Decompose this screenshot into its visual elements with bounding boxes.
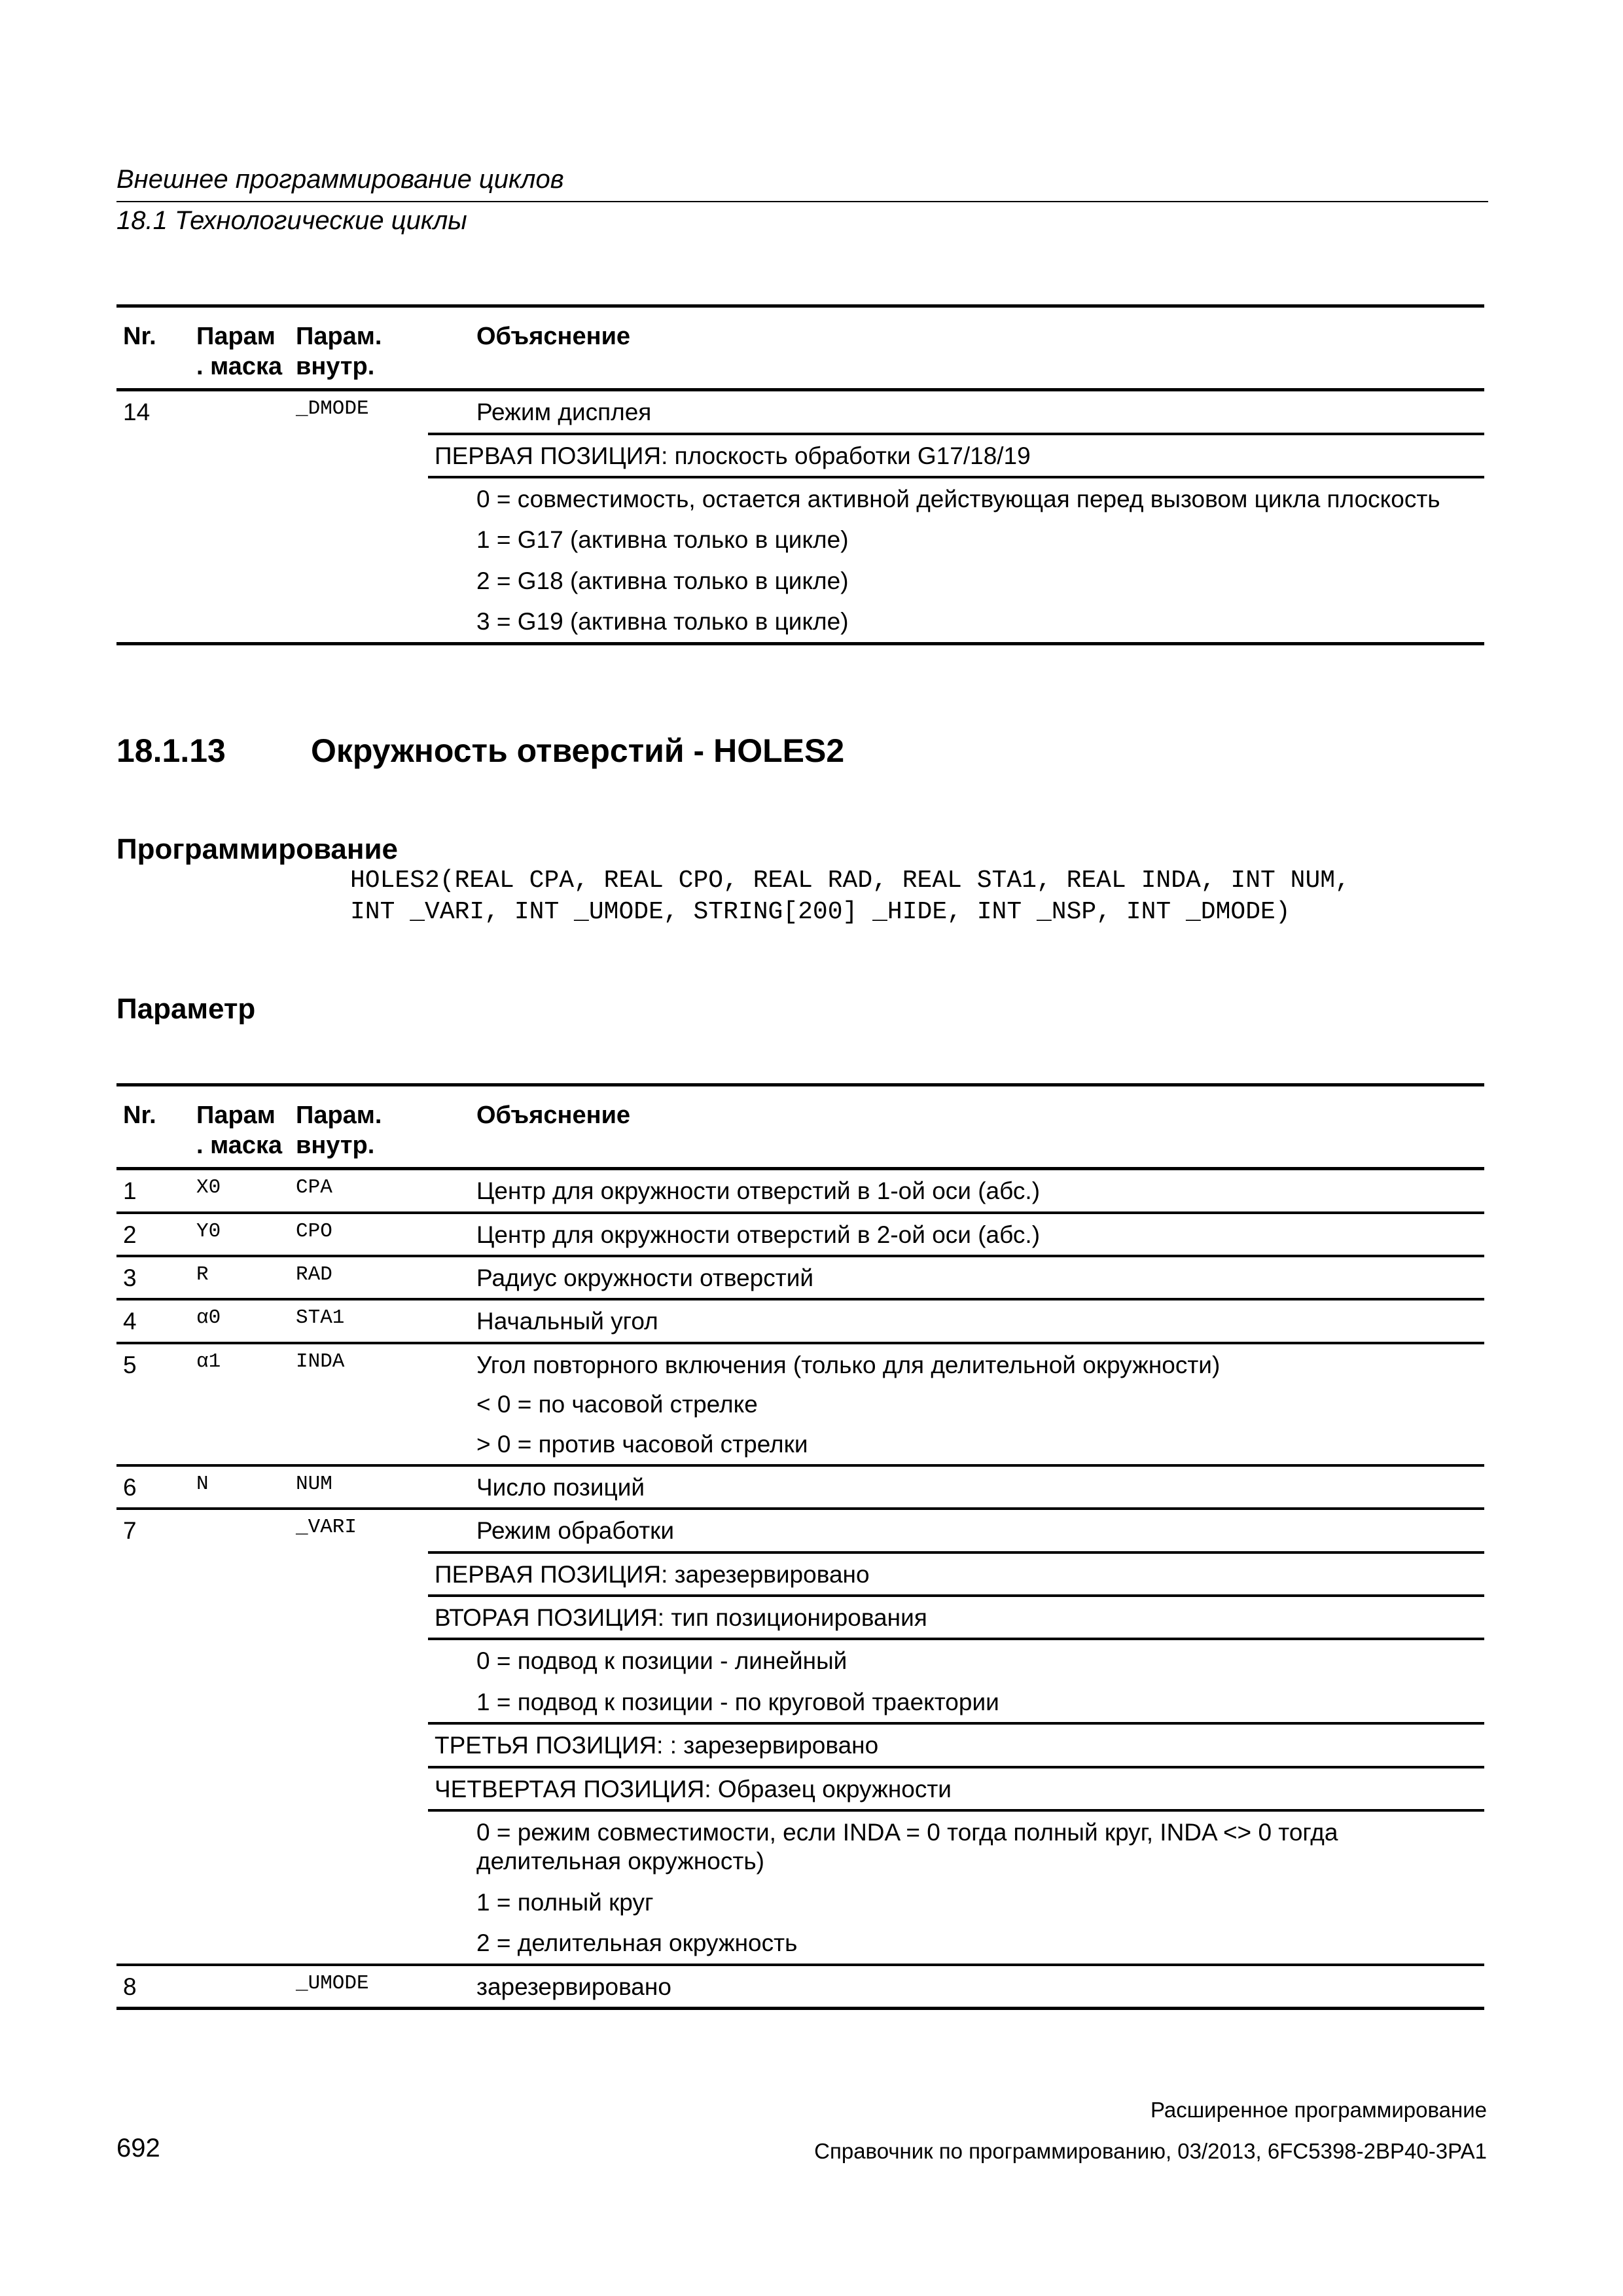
option-line: 3 = G19 (активна только в цикле)	[470, 601, 1484, 643]
vari-pos1: ПЕРВАЯ ПОЗИЦИЯ: зарезервировано	[428, 1552, 1484, 1596]
col-header-param-mask: Парам . маска	[190, 1085, 289, 1169]
footer-doc-title: Расширенное программирование	[1150, 2098, 1487, 2122]
col-header-explanation: Объяснение	[428, 306, 1484, 390]
parameter-table	[116, 1083, 1484, 2010]
col-header-nr: Nr.	[116, 1085, 190, 1169]
col-header-explanation: Объяснение	[428, 1085, 1484, 1169]
section-header: 18.1 Технологические циклы	[116, 206, 467, 235]
vari-pos2: ВТОРАЯ ПОЗИЦИЯ: тип позиционирования	[428, 1596, 1484, 1639]
option-line: 2 = G18 (активна только в цикле)	[476, 567, 849, 594]
row-nr: 14	[116, 390, 190, 643]
code-block: HOLES2(REAL CPA, REAL CPO, REAL RAD, REAL STA1, REAL INDA, INT NUM, INT _VARI, INT _UMODE, STRING[200] _HIDE, INT _NSP, INT _DMODE)	[350, 867, 1350, 926]
row-mask	[190, 390, 289, 643]
option-line: 0 = совместимость, остается активной действующая перед вызовом цикла плоскость	[476, 485, 1440, 512]
table-row: 2 Y0 CPO Центр для окружности отверстий в 2-ой оси (абс.)	[116, 1213, 1484, 1256]
header-rule	[116, 201, 1488, 202]
chapter-header: Внешнее программирование циклов	[116, 165, 564, 194]
parameter-heading: Параметр	[116, 993, 256, 1025]
option-line: 1 = G17 (активна только в цикле)	[476, 526, 849, 554]
col-header-nr: Nr.	[116, 306, 190, 390]
option-line: 0 = режим совместимости, если INDA = 0 тогда полный круг, INDA <> 0 тогда делительная окружность)	[476, 1819, 1338, 1875]
option-line: 1 = подвод к позиции - по круговой траектории	[470, 1681, 1484, 1723]
col-header-param-int: Парам. внутр.	[289, 306, 428, 390]
option-line: 1 = полный круг	[476, 1888, 654, 1916]
vari-pos3: ТРЕТЬЯ ПОЗИЦИЯ: : зарезервировано	[428, 1723, 1484, 1767]
option-line: 0 = подвод к позиции - линейный	[476, 1647, 847, 1675]
section-number: 18.1.13	[116, 732, 226, 769]
page-number: 692	[116, 2134, 160, 2162]
vari-pos4: ЧЕТВЕРТАЯ ПОЗИЦИЯ: Образец окружности	[428, 1767, 1484, 1810]
table-row: 6 N NUM Число позиций	[116, 1465, 1484, 1509]
programming-heading: Программирование	[116, 833, 398, 865]
footer-doc-ref: Справочник по программированию, 03/2013, 6FC5398-2BP40-3PA1	[814, 2139, 1487, 2163]
parameter-table-continued	[116, 304, 1484, 645]
col-header-param-int: Парам. внутр.	[289, 1085, 428, 1169]
table-row: 7 _VARI Режим обработки	[116, 1509, 1484, 1552]
table-row: 8 _UMODE зарезервировано	[116, 1965, 1484, 2009]
table-row: 4 α0 STA1 Начальный угол	[116, 1299, 1484, 1342]
row-position1: ПЕРВАЯ ПОЗИЦИЯ: плоскость обработки G17/18/19	[428, 434, 1484, 477]
table-row: 3 R RAD Радиус окружности отверстий	[116, 1256, 1484, 1299]
row-title: Режим дисплея	[476, 399, 652, 426]
table-row: 1 X0 CPA Центр для окружности отверстий в 1-ой оси (абс.)	[116, 1169, 1484, 1213]
table-row: 5 α1 INDA Угол повторного включения (только для делительной окружности) < 0 = по часовой стрелке > 0 = против часовой стрелки	[116, 1343, 1484, 1465]
row-internal: _DMODE	[289, 390, 428, 643]
section-title: Окружность отверстий - HOLES2	[311, 732, 845, 769]
option-line: 2 = делительная окружность	[470, 1922, 1484, 1964]
col-header-param-mask: Парам . маска	[190, 306, 289, 390]
